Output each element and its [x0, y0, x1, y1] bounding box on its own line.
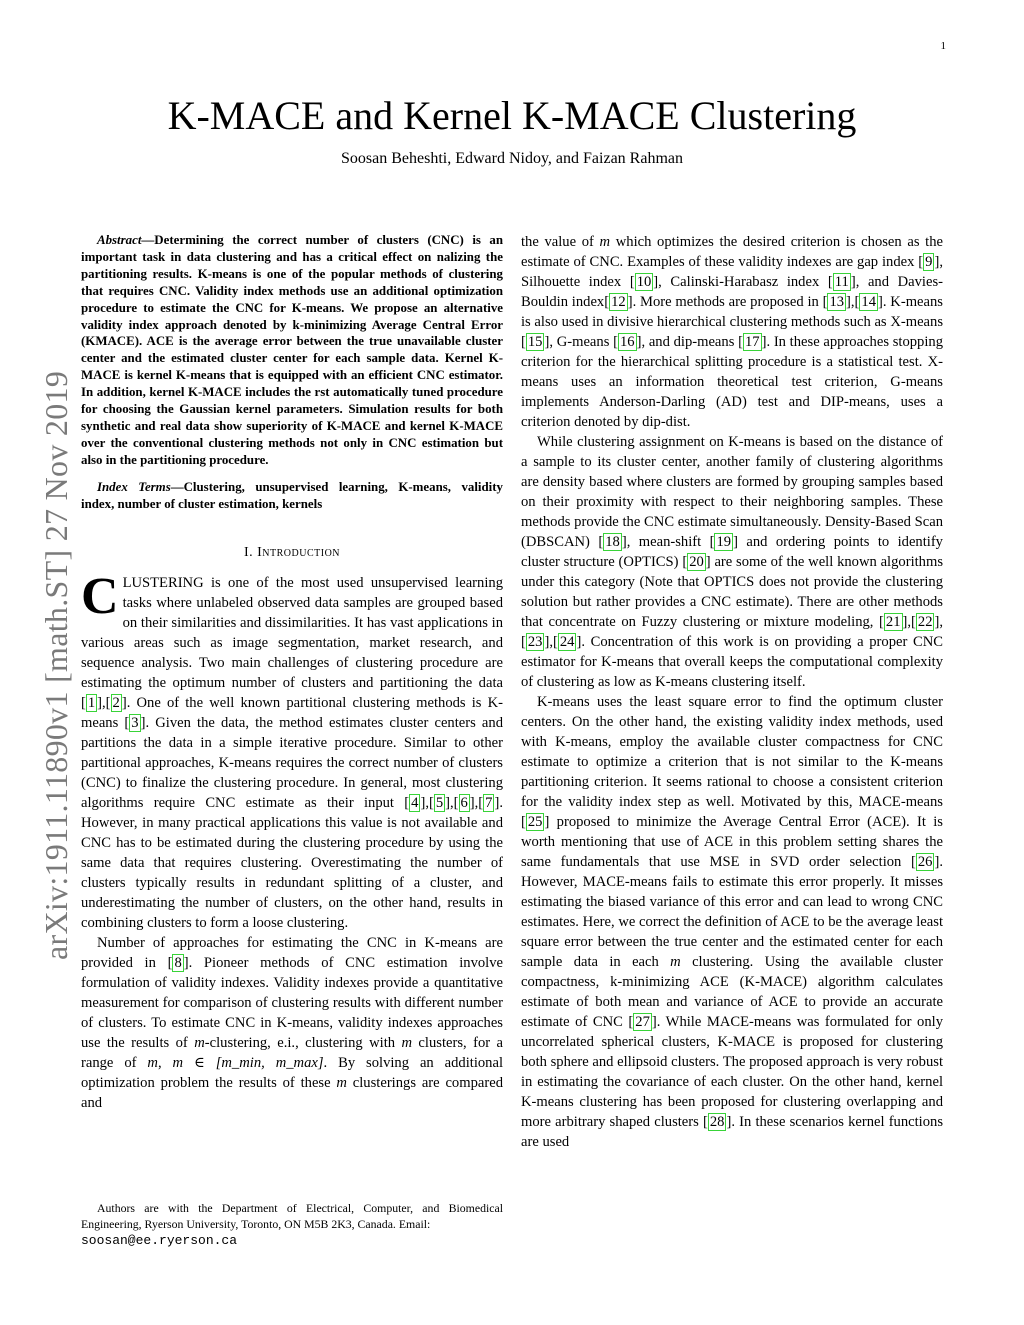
text-run: . Concentration of this work is on providing a proper CNC estimator for K-means that overall keeps the computational complexity of clustering as low as K-means clustering itself.: [521, 634, 943, 690]
text-run: clustering. Using the available cluster compactness, k-minimizing ACE (K-MACE) algorithm calculates estimate of both mean and variance of ACE to provide an accurate estimate of CNC: [521, 954, 943, 1030]
intro-paragraph-1: CLUSTERING is one of the most used unsupervised learning tasks where unlabeled observed data samples are grouped based on their similarities and dissimilarities. It has vast applications in various areas such as image segmentation, market research, and sequence analysis. Two main challenges of clustering procedure are estimating the optimum number of clusters and partitioning the data [ 1 ],[ 2 ]. One of the well known partitional clustering methods is K-means [ 3 ]. Given the data, the method estimates cluster centers and partitions the data in a simple iterative procedure. Similar to other partitional approaches, K-means requires the correct number of clusters (CNC) to finalize the clustering procedure. In general, most clustering algorithms require CNC estimate as their input [ 4 ],[ 5 ],[ 6 ],[ 7 ]. However, in many practical applications this value is not available and CNC has to be estimated during the clustering procedure by using the same data that requires clustering. Overestimating the number of clusters typically results in redundant splitting of a cluster, and underestimating the number of clusters, on the other hand, results in combining clusters to form a loose clustering.: [81, 567, 503, 931]
text-run: , Silhouette index: [521, 254, 943, 290]
citation-link[interactable]: 14: [861, 294, 877, 310]
section-heading: I. Introduction: [243, 544, 341, 560]
citation-link[interactable]: 19: [716, 534, 732, 550]
citation-link[interactable]: 7: [485, 794, 493, 811]
index-terms-text: —Clustering, unsupervised learning, K-means, validity index, number of cluster estimation, kernels: [81, 479, 503, 511]
citation-link[interactable]: 8: [174, 954, 182, 971]
page-number: 1: [940, 40, 946, 52]
text-run: ,: [157, 1054, 173, 1071]
citation-link[interactable]: 11: [834, 274, 849, 290]
citation-link[interactable]: 27: [635, 1014, 650, 1030]
text-run: , mean-shift: [626, 534, 710, 550]
text-run: , and dip-means: [641, 334, 739, 350]
abstract: [81, 232, 503, 469]
abstract-label: Abstract: [97, 233, 142, 247]
math-symbol: m: [336, 1074, 347, 1091]
right-paragraph-1: the value of m which optimizes the desired criterion is chosen as the estimate of CNC. Examples of these validity indexes are gap index [ 9 ], Silhouette index [ 10 ], Calinski-Harabasz index [ 11 ], and Davies-Bouldin index[ 12 ]. More methods are proposed in [ 13 ],[ 14 ]. K-means is also used in divisive hierarchical clustering methods such as X-means [ 15 ], G-means [ 16 ], and dip-means [ 17 ]. In these approaches stopping criterion for the hierarchical splitting procedure is a statistical test. X-means uses an information theoretical test criterion, G-means implements Anderson-Darling (AD) test and DIP-means, uses a criterion denoted by dip-dist.: [521, 234, 944, 430]
footnote: [81, 1200, 503, 1249]
text-run: clusterings are compared and: [81, 1074, 503, 1111]
text-run: Number of approaches for estimating the CNC in K-means are provided in: [81, 934, 503, 971]
citation-link[interactable]: 15: [527, 334, 543, 350]
citation-link[interactable]: 5: [435, 794, 444, 811]
drop-cap: C: [81, 567, 119, 625]
text-run: , Calinski-Harabasz index: [658, 274, 828, 290]
citation-link[interactable]: 20: [689, 554, 704, 570]
text-run: which optimizes the desired criterion is chosen as the estimate of CNC. Examples of these validity indexes are gap index: [521, 234, 943, 270]
math-symbol: m: [194, 1034, 205, 1051]
text-run: . However, in many practical applications this value is not available and CNC has to be estimated during the clustering procedure by using the same data that requires clustering. Overestimating the number of clusters typically results in redundant splitting of a cluster, and underestimating the number of clusters, on the other hand, results in combining clusters to form a loose clustering.: [81, 794, 503, 931]
paper-title: K-MACE and Kernel K-MACE Clustering: [167, 93, 857, 138]
paper-authors: Soosan Beheshti, Edward Nidoy, and Faizan Rahman: [340, 150, 683, 167]
citation-link[interactable]: 18: [605, 534, 620, 550]
text-run: , G-means: [549, 334, 614, 350]
left-column: [81, 232, 503, 1113]
text-run: . K-means is also used in divisive hierarchical clustering methods such as X-means: [521, 294, 943, 330]
citation-link[interactable]: 9: [925, 254, 933, 270]
text-run: . In these approaches stopping criterion for the hierarchical splitting procedure is a statistical test. X-means uses an information theoretical test criterion, G-means implements Anderson-Darling (AD) test and DIP-means, uses a criterion denoted by dip-dist.: [521, 334, 943, 430]
text-run: proposed to minimize the Average Central Error (ACE). It is worth mentioning that use of ACE in this problem setting shares the same fundamentals that use MSE in SVD order selection: [521, 814, 943, 870]
citation-link[interactable]: 28: [709, 1114, 725, 1130]
math-symbol: m: [670, 954, 681, 970]
right-paragraph-3: K-means uses the least square error to find the optimum cluster centers. On the other hand, the existing validity index methods, used with K-means, employ the available cluster compactness for CNC estimate to optimize a criterion that is not similar to the K-means partitioning criterion. It seems rational to choose a consistent criterion for the validity index step as well. Motivated by this, MACE-means [ 25 ] proposed to minimize the Average Central Error (ACE). It is worth mentioning that use of ACE in this problem setting shares the same fundamentals that use MSE in SVD order selection [ 26 ]. However, MACE-means fails to estimate this error properly. It misses estimating the biased variance of this error and can lead to wrong CNC estimates. Here, we correct the definition of ACE to be the average least square error between the true center and the estimated center for each sample data in each m clustering. Using the available cluster compactness, k-minimizing ACE (K-MACE) algorithm calculates estimate of both mean and variance of ACE to provide an accurate estimate of CNC [ 27 ]. While MACE-means was formulated for only uncorrelated spherical clusters, K-MACE is proposed for clustering both sphere and ellipsoid clusters. The proposed approach is very robust in estimating the covariance of each cluster. On the other hand, kernel K-means clustering has been proposed for clustering overlapping and more arbitrary shaped clusters [ 28 ]. In these scenarios kernel functions are used: [521, 694, 944, 1150]
text-run: are some of the well known algorithms under this category (Note that OPTICS does not provide the clustering solution but rather provides a CNC estimate). There are other methods that concentrate on Fuzzy clustering or mixture modeling,: [521, 554, 944, 630]
citation-link[interactable]: 2: [112, 694, 120, 711]
citation-link[interactable]: 16: [619, 334, 635, 350]
citation-link[interactable]: 25: [527, 814, 543, 830]
intro-paragraph-2: Number of approaches for estimating the CNC in K-means are provided in [ 8 ]. Pioneer methods of CNC estimation involve formulation of validity indexes. Validity indexes provide a quantitative measurement for comparison of clustering results with different number of clusters. To estimate CNC in K-means, validity indexes approaches use the results of m-clustering, e.i., clustering with m clusters, for a range of m, m ∈ [m_min, m_max]. By solving an additional optimization problem the results of these m clusterings are compared and: [81, 934, 504, 1111]
index-terms-label: Index Terms: [97, 479, 171, 494]
citation-link[interactable]: 13: [829, 294, 845, 310]
text-run: . By solving an additional optimization problem the results of these: [81, 1054, 504, 1091]
footnote-text: Authors are with the Department of Electrical, Computer, and Biomedical Engineering, Ryerson University, Toronto, ON M5B 2K3, Canada. Email:: [81, 1201, 503, 1231]
citation-link[interactable]: 21: [885, 614, 901, 630]
index-terms: [81, 479, 503, 513]
text-run: . However, MACE-means fails to estimate this error properly. It misses estimating the biased variance of this error and can lead to wrong CNC estimates. Here, we correct the definition of ACE to be the average least square error between the true center and the estimated center for each sample data in each: [521, 854, 943, 970]
text-run: . Given the data, the method estimates cluster centers and partitions the data in a simple iterative procedure. Similar to other partitional approaches, K-means requires the correct number of clusters (CNC) to finalize the clustering procedure. In general, most clustering algorithms require CNC estimate as their input: [81, 714, 503, 811]
text-run: . One of the well known partitional clustering methods is K-means: [81, 694, 503, 731]
text-run: K-means uses the least square error to find the optimum cluster centers. On the other hand, the existing validity index methods, used with K-means, employ the available cluster compactness for CNC estimate to optimize a criterion that is not similar to the K-means partitioning criterion. It seems rational to choose a consistent criterion for the validity index step as well. Motivated by this, MACE-means: [521, 694, 943, 810]
citation-link[interactable]: 23: [527, 634, 543, 650]
citation-link[interactable]: 12: [611, 294, 626, 310]
text-run: . While MACE-means was formulated for only uncorrelated spherical clusters, K-MACE is proposed for clustering both sphere and ellipsoid clusters. The proposed approach is very robust in estimating the covariance of each cluster. On the other hand, kernel K-means clustering has been proposed for clustering overlapping and more arbitrary shaped clusters: [521, 1014, 943, 1130]
math-symbol: m: [147, 1054, 158, 1071]
text-run: LUSTERING is one of the most used unsupervised learning tasks where unlabeled observed data samples are grouped based on their similarities and dissimilarities. It has vast applications in various areas such as image segmentation, market research, and sequence analysis. Two main challenges of clustering procedure are estimating the optimum number of clusters and partitioning the data: [81, 574, 503, 691]
math-range: m ∈ [m_min, m_max]: [172, 1054, 324, 1071]
math-symbol: m: [401, 1034, 413, 1051]
text-run: , and Davies-Bouldin index: [521, 274, 944, 310]
citation-link[interactable]: 17: [744, 334, 760, 350]
right-column: [521, 232, 943, 1152]
citation-link[interactable]: 3: [131, 714, 139, 731]
text-run: -clustering, e.i., clustering with: [204, 1034, 402, 1051]
text-run: . In these scenarios kernel functions are used: [521, 1114, 944, 1150]
footnote-email[interactable]: soosan@ee.ryerson.ca: [81, 1233, 238, 1248]
text-run: . More methods are proposed in: [632, 294, 823, 310]
abstract-text: —Determining the correct number of clusters (CNC) is an important task in data clustering and has a critical effect on nalizing the partitioning results. K-means is one of the popular methods of clustering that requires CNC. Validity index methods use an additional optimization procedure to estimate the CNC for K-means. We propose an alternative validity index approach denoted by k-minimizing Average Central Error (KMACE). ACE is the average error between the true unavailable cluster center and the estimated cluster center for each sample data. Kernel K-MACE is kernel K-means that is equipped with an efficient CNC estimator. In addition, kernel K-MACE includes the rst automatically tuned procedure for choosing the Gaussian kernel parameters. Simulation results for both synthetic and real data show superiority of K-MACE and kernel K-MACE over the conventional clustering methods not only in CNC estimation but also in the partitioning procedure.: [81, 233, 503, 467]
right-paragraph-2: While clustering assignment on K-means is based on the distance of a sample to its cluster center, another family of clustering algorithms are density based where clusters are formed by grouping samples based on their proximity with respect to their neighboring samples. These methods provide the CNC estimate simultaneously. Density-Based Scan (DBSCAN) [ 18 ], mean-shift [ 19 ] and ordering points to identify cluster structure (OPTICS) [ 20 ] are some of the well known algorithms under this category (Note that OPTICS does not provide the clustering solution but rather provides a CNC estimate). There are other methods that concentrate on Fuzzy clustering or mixture modeling, [ 21 ],[ 22 ],[ 23 ],[ 24 ]. Concentration of this work is on providing a proper CNC estimator for K-means that overall keeps the computational complexity of clustering as low as K-means clustering itself.: [521, 434, 944, 690]
citation-link[interactable]: 1: [87, 694, 96, 711]
citation-link[interactable]: 22: [917, 614, 933, 630]
citation-link[interactable]: 26: [917, 854, 933, 870]
arxiv-stamp: arXiv:1911.11890v1 [math.ST] 27 Nov 2019: [38, 370, 74, 960]
text-run: and ordering points to identify cluster structure (OPTICS): [521, 534, 943, 570]
citation-link[interactable]: 4: [411, 794, 419, 811]
citation-link[interactable]: 10: [636, 274, 652, 290]
citation-link[interactable]: 24: [559, 634, 575, 650]
text-run: the value of: [521, 234, 600, 250]
text-run: While clustering assignment on K-means is based on the distance of a sample to its cluster center, another family of clustering algorithms are density based where clusters are formed by grouping samples based on their proximity with respect to their neighboring samples. These methods provide the CNC estimate simultaneously. Density-Based Scan (DBSCAN): [521, 434, 943, 550]
text-run: clusters, for a range of: [81, 1034, 503, 1071]
math-symbol: m: [599, 234, 611, 250]
citation-link[interactable]: 6: [460, 794, 468, 811]
text-run: . Pioneer methods of CNC estimation involve formulation of validity indexes. Validity indexes provide a quantitative measurement for comparison of clustering results with different number of clusters. To estimate CNC in K-means, validity indexes approaches use the results of: [81, 954, 503, 1051]
